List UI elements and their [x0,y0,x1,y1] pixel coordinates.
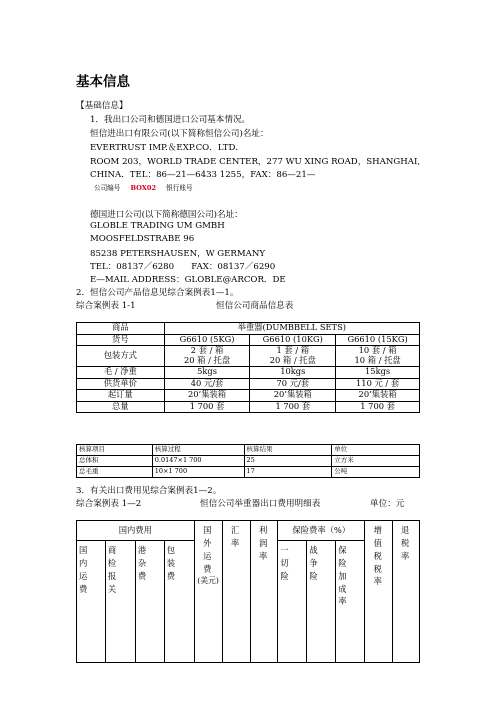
table-cell: 10×1 700 [152,467,244,478]
domestic-freight-header [77,541,106,663]
product-label: 商品 [77,323,165,335]
importer-street: MOOSFELDSTRABE 96 [90,234,195,244]
domestic-cost-header: 国内费用 [77,521,195,541]
item3-text: 3．有关出口费用见综合案例表1—2。 [76,486,222,496]
cell-line: 10 箱 / 托盘 [354,355,401,365]
table-row [77,346,420,367]
importer-intro: 德国进口公司(以下简称德国公司)名址： [90,210,243,220]
table-cell: 25 [244,456,332,467]
port-charges-label: 港杂费 [137,545,147,581]
cell-line: 1 套 / 箱 [276,345,310,356]
company-code-value: BOX02 [130,184,157,192]
row-label: 供货单价 [77,378,165,390]
exporter-name: EVERTRUST IMP.＆EXP.CO．LTD． [90,143,245,153]
table-cell: 20’集装箱 [336,390,420,402]
profit-rate-header [250,521,278,663]
company-code-row [94,182,193,192]
table-cell: G6610 (10KG) [250,334,336,346]
table-cell: 40 元/套 [164,378,250,390]
table-row [77,467,420,478]
row-label: 起订量 [77,390,165,402]
table-cell: 5kgs [164,367,250,379]
inspection-customs-label: 商检报关 [107,545,117,594]
export-cost-table [76,520,420,663]
port-charges-header [135,541,164,663]
page-title: 基本信息 [76,74,130,90]
importer-city: 85238 PETERSHAUSEN，W GERMANY [90,249,266,259]
table-cell: 1 700 套 [250,401,336,413]
rebate-rate-label: 退税率 [401,525,410,561]
table-cell: 公吨 [332,467,420,478]
table-cell [250,346,336,367]
row-label: 总量 [77,401,165,413]
exchange-rate-label: 汇率 [231,525,240,548]
vat-rate-header [365,521,393,663]
foreign-freight-label: 国外运费 [203,525,212,574]
item1-intro: 1．我出口公司和德国进口公司基本情况。 [90,115,251,125]
bank-account-label: 银行账号 [166,184,193,192]
cell-line: 10 套 / 箱 [358,345,397,356]
table-row [77,367,420,379]
column-header: 核算过程 [152,445,244,456]
table1-caption-left: 综合案例表 1-1 [76,301,136,311]
product-value: 举重器(DUMBBELL SETS) [164,323,419,335]
column-header: 核算项目 [77,445,153,456]
packing-fee-label: 包装费 [166,545,176,581]
all-risks-header [278,541,307,663]
all-risks-label: 一切险 [280,545,289,581]
table-cell: 0.0147×1 700 [152,456,244,467]
table-row [77,334,420,346]
column-header: 单位 [332,445,420,456]
table-cell: 总体积 [77,456,153,467]
table3-unit: 单位：元 [370,499,405,509]
row-label: 毛 / 净重 [77,367,165,379]
table1-caption-title: 恒信公司商品信息表 [216,301,294,311]
profit-rate-label: 利润率 [258,525,268,561]
table-cell: 15kgs [336,367,420,379]
packing-fee-header [164,541,194,663]
calculation-table [76,444,420,478]
foreign-freight-header [194,521,222,663]
exporter-intro: 恒信进出口有限公司(以下简称恒信公司)名址： [90,129,269,139]
table-row [77,401,420,413]
table3-caption-title: 恒信公司举重器出口费用明细表 [200,499,321,509]
cell-line: 20 箱 / 托盘 [269,355,316,365]
table-cell: 总毛重 [77,467,153,478]
table-cell: 10kgs [250,367,336,379]
exchange-rate-header [222,521,250,663]
inspection-customs-header [105,541,135,663]
war-risk-header [307,541,336,663]
domestic-freight-label: 国内运费 [79,545,88,594]
table-cell: 20’集装箱 [250,390,336,402]
item2-text: 2．恒信公司产品信息见综合案例表1—1。 [76,288,239,298]
table-cell: 立方米 [332,456,420,467]
table-cell: 20’集装箱 [164,390,250,402]
insurance-markup-header [336,541,365,663]
section-label: 【基础信息】 [76,101,128,111]
table-row [77,456,420,467]
insurance-markup-label: 保险加成率 [338,545,347,607]
cell-line: 20 箱 / 托盘 [183,355,231,365]
table-cell: 110 元 / 套 [336,378,420,390]
row-label: 包装方式 [77,346,165,367]
vat-rate-label: 增值税税率 [373,525,382,587]
rebate-rate-header [393,521,420,663]
importer-tel-fax: TEL：08137／6280 FAX：08137／6290 [90,262,276,272]
cell-line: 2 套 / 箱 [190,345,224,356]
table-cell: 1 700 套 [164,401,250,413]
table-cell [336,346,420,367]
table-cell: G6610 (15KG) [336,334,420,346]
table-header-row [77,445,420,456]
table-row [77,390,420,402]
importer-name: GLOBLE TRADING UM GMBH [90,221,225,231]
table-cell [164,346,250,367]
table3-caption-left: 综合案例表 1—2 [76,499,142,509]
foreign-freight-unit: (美元) [197,576,219,586]
table-cell: G6610 (5KG) [164,334,250,346]
exporter-address-line1: ROOM 203，WORLD TRADE CENTER，277 WU XING ROAD，SHANGHAI, [90,157,421,167]
row-label: 货号 [77,334,165,346]
table-cell: 1 700 套 [336,401,420,413]
product-info-table [76,322,420,413]
importer-email: E—MAIL ADDRESS：GLOBLE@ARCOR．DE [90,275,286,285]
war-risk-label: 战争险 [309,545,318,581]
column-header: 核算结果 [244,445,332,456]
exporter-address-line2: CHINA．TEL：86—21—6433 1255，FAX：86—21— [90,170,316,180]
table-cell: 70 元/套 [250,378,336,390]
table-row [77,378,420,390]
table-cell: 17 [244,467,332,478]
company-code-label: 公司编号 [94,184,121,192]
insurance-rate-header: 保险费率（%） [278,521,365,541]
